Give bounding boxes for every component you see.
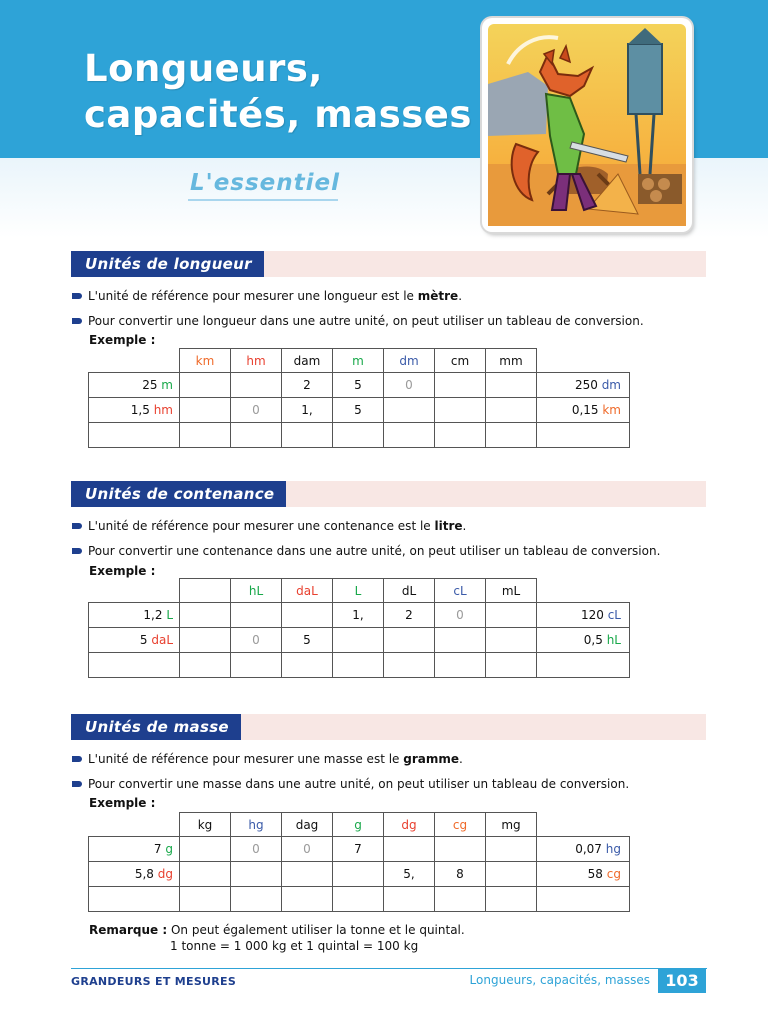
longueur-bullet-2 [72,313,644,329]
left-unit: hm [153,403,173,417]
empty-cell [486,653,537,678]
digit-cell [231,862,282,887]
remark-text-1: On peut également utiliser la tonne et le quintal. [170,923,465,937]
empty-cell [89,423,180,448]
contenance-bullet-1-text: L'unité de référence pour mesurer une contenance est le [88,519,435,533]
unit-header: mg [486,813,537,837]
digit-cell: 0 [231,398,282,423]
unit-header: kg [180,813,231,837]
table-row [89,628,630,653]
digit-cell [486,628,537,653]
empty-cell [435,887,486,912]
bullet-arrow-icon [72,781,82,787]
header-spacer [89,579,180,603]
left-unit: L [166,608,173,622]
left-value: 1,5 [130,403,150,417]
unit-header: dm [384,349,435,373]
page-title-line2: capacités, masses [84,93,472,136]
empty-cell [435,423,486,448]
section-contenance-title: Unités de contenance [71,481,286,507]
page-number: 103 [658,969,706,993]
left-value-cell [89,862,180,887]
digit-cell [180,603,231,628]
bullet-arrow-icon [72,523,82,529]
unit-header: mL [486,579,537,603]
digit-cell [231,373,282,398]
right-unit: hg [605,842,621,856]
digit-cell [180,628,231,653]
masse-bullet-1-bold: gramme [403,752,460,766]
header-spacer [89,813,180,837]
masse-bullet-2 [72,776,629,792]
bullet-arrow-icon [72,318,82,324]
left-unit: g [165,842,173,856]
right-value-cell [537,398,630,423]
left-unit: daL [151,633,173,647]
left-value-cell [89,628,180,653]
right-unit: dm [601,378,621,392]
digit-cell [486,862,537,887]
left-value: 5 [139,633,148,647]
masse-bullet-1-end: . [459,752,463,766]
contenance-bullet-2 [72,543,660,559]
unit-header: dam [282,349,333,373]
empty-cell [384,653,435,678]
empty-cell [282,423,333,448]
table-row [89,862,630,887]
illustration-frame [482,18,692,232]
empty-cell [486,423,537,448]
section-contenance-bar [71,481,706,507]
left-value: 5,8 [134,867,154,881]
empty-cell [282,887,333,912]
unit-header: dL [384,579,435,603]
digit-cell: 5 [333,373,384,398]
masse-bullet-1 [72,751,463,767]
bullet-arrow-icon [72,293,82,299]
empty-cell [333,423,384,448]
right-unit: cL [607,608,621,622]
contenance-bullet-2-text: Pour convertir une contenance dans une autre unité, on peut utiliser un tableau de conversion. [88,544,661,558]
empty-row [89,887,630,912]
digit-cell: 2 [282,373,333,398]
digit-cell: 5 [333,398,384,423]
digit-cell: 8 [435,862,486,887]
digit-cell: 7 [333,837,384,862]
digit-cell [180,862,231,887]
right-value-cell [537,373,630,398]
digit-cell [180,398,231,423]
longueur-bullet-1-bold: mètre [417,289,459,303]
digit-cell: 1, [282,398,333,423]
digit-cell [384,628,435,653]
masse-conversion-table [88,812,630,912]
remark-text-2: 1 tonne = 1 000 kg et 1 quintal = 100 kg [170,939,419,953]
empty-cell [180,887,231,912]
right-value-cell [537,862,630,887]
digit-cell: 0 [231,837,282,862]
empty-cell [333,653,384,678]
left-value-cell [89,373,180,398]
contenance-header-row [89,579,630,603]
unit-header: daL [282,579,333,603]
right-value: 250 [574,378,598,392]
digit-cell: 5, [384,862,435,887]
digit-cell [231,603,282,628]
longueur-bullet-1-text: L'unité de référence pour mesurer une longueur est le [88,289,418,303]
digit-cell [282,862,333,887]
unit-header: m [333,349,384,373]
unit-header: hm [231,349,282,373]
empty-cell [537,653,630,678]
left-value: 1,2 [143,608,163,622]
digit-cell [486,837,537,862]
empty-cell [231,887,282,912]
empty-cell [486,887,537,912]
digit-cell [282,603,333,628]
unit-header: mm [486,349,537,373]
digit-cell [333,628,384,653]
empty-cell [435,653,486,678]
unit-header [180,579,231,603]
digit-cell: 2 [384,603,435,628]
digit-cell: 0 [231,628,282,653]
right-value: 0,5 [583,633,603,647]
left-value: 25 [142,378,158,392]
footer-divider [71,968,707,969]
empty-cell [537,887,630,912]
masse-bullet-1-text: L'unité de référence pour mesurer une masse est le [88,752,404,766]
contenance-conversion-table [88,578,630,678]
longueur-exemple-label: Exemple : [89,333,156,347]
right-unit: hL [606,633,621,647]
digit-cell: 0 [282,837,333,862]
digit-cell [435,373,486,398]
empty-cell [384,423,435,448]
table-row [89,373,630,398]
right-value: 0,07 [575,842,602,856]
unit-header: cL [435,579,486,603]
contenance-bullet-1-bold: litre [434,519,463,533]
section-longueur-title: Unités de longueur [71,251,264,277]
unit-header: hg [231,813,282,837]
contenance-bullet-1 [72,518,466,534]
empty-row [89,423,630,448]
section-masse-title: Unités de masse [71,714,241,740]
empty-cell [231,653,282,678]
right-value-cell [537,628,630,653]
longueur-header-row [89,349,630,373]
unit-header: g [333,813,384,837]
digit-cell: 1, [333,603,384,628]
unit-header: cm [435,349,486,373]
footer-chapter: GRANDEURS ET MESURES [71,975,237,988]
digit-cell: 0 [435,603,486,628]
longueur-bullet-1 [72,288,462,304]
longueur-conversion-table [88,348,630,448]
subtitle: L'essentiel [190,170,341,196]
unit-header: dg [384,813,435,837]
header-spacer [537,349,630,373]
empty-cell [282,653,333,678]
contenance-exemple-label: Exemple : [89,564,156,578]
masse-header-row [89,813,630,837]
digit-cell [435,837,486,862]
empty-cell [333,887,384,912]
illustration-barn [488,72,548,136]
empty-row [89,653,630,678]
right-value: 120 [580,608,604,622]
right-value: 0,15 [571,403,599,417]
digit-cell [435,628,486,653]
digit-cell [384,837,435,862]
remark-label: Remarque : [89,923,168,937]
empty-cell [89,887,180,912]
empty-cell [231,423,282,448]
unit-header: hL [231,579,282,603]
empty-cell [89,653,180,678]
page-title-line1: Longueurs, [84,47,323,90]
longueur-bullet-2-text: Pour convertir une longueur dans une autre unité, on peut utiliser un tableau de conversion. [88,314,644,328]
left-value: 7 [153,842,162,856]
digit-cell [486,373,537,398]
left-value-cell [89,398,180,423]
header-spacer [537,579,630,603]
longueur-bullet-1-end: . [458,289,463,303]
masse-exemple-label: Exemple : [89,796,156,810]
section-masse-bar [71,714,706,740]
digit-cell [486,603,537,628]
page-title [84,46,472,138]
right-unit: km [602,403,621,417]
digit-cell [333,862,384,887]
digit-cell [180,373,231,398]
left-unit: dg [157,867,173,881]
table-row [89,837,630,862]
subtitle-underline [188,199,338,201]
empty-cell [180,423,231,448]
unit-header: dag [282,813,333,837]
unit-header: cg [435,813,486,837]
empty-cell [384,887,435,912]
digit-cell [180,837,231,862]
left-value-cell [89,837,180,862]
digit-cell: 5 [282,628,333,653]
empty-cell [537,423,630,448]
digit-cell: 0 [384,373,435,398]
right-value: 58 [587,867,603,881]
footer-title: Longueurs, capacités, masses [469,973,650,987]
table-row [89,603,630,628]
unit-header: L [333,579,384,603]
remark-line-1 [89,922,465,938]
header-spacer [89,349,180,373]
digit-cell [384,398,435,423]
empty-cell [180,653,231,678]
left-unit: m [161,378,173,392]
bullet-arrow-icon [72,548,82,554]
fox-illustration [488,24,686,226]
digit-cell [486,398,537,423]
digit-cell [435,398,486,423]
unit-header: km [180,349,231,373]
contenance-bullet-1-end: . [462,519,467,533]
right-unit: cg [606,867,621,881]
table-row [89,398,630,423]
section-longueur-bar [71,251,706,277]
right-value-cell [537,837,630,862]
header-spacer [537,813,630,837]
right-value-cell [537,603,630,628]
remark-block [89,922,465,954]
masse-bullet-2-text: Pour convertir une masse dans une autre unité, on peut utiliser un tableau de conversion. [88,777,630,791]
bullet-arrow-icon [72,756,82,762]
left-value-cell [89,603,180,628]
illustration-silo [628,44,662,114]
